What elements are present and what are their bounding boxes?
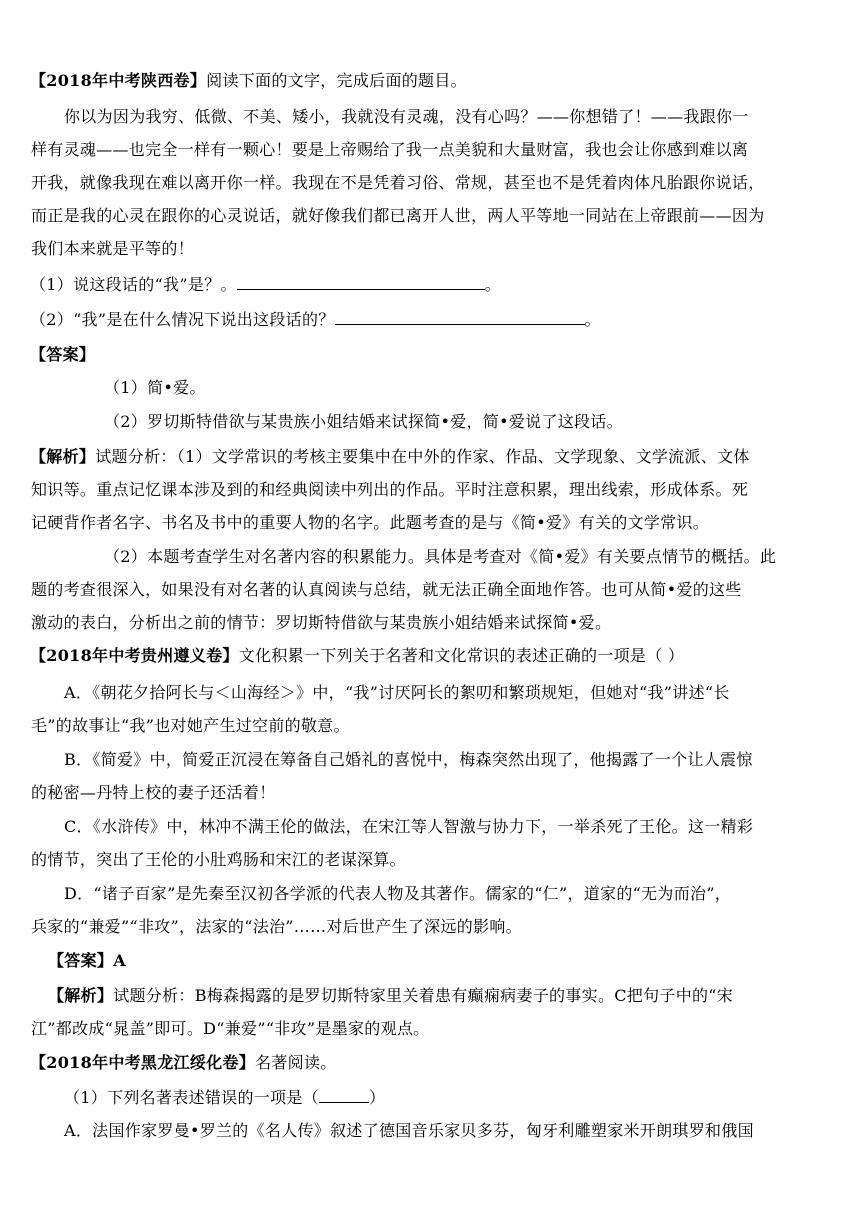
answer-value: A (113, 951, 126, 970)
passage-line: 我们本来就是平等的！ (31, 239, 195, 258)
passage-line: 你以为因为我穷、低微、不美、矮小，我就没有灵魂，没有心吗？——你想错了！——我跟你一 (64, 107, 749, 126)
question-1-heading (0, 71, 860, 91)
option-c-line: 的情节，突出了王伦的小肚鸡肠和宋江的老谋深算。 (31, 850, 406, 869)
answer-line: （1）简•爱。 (104, 378, 206, 397)
source-tag: 【2018年中考黑龙江绥化卷】 (30, 1053, 256, 1072)
option-d-line: 兵家的“兼爱”“非攻”，法家的“法治”……对后世产生了深远的影响。 (31, 917, 522, 936)
punctuation: ） (368, 1088, 386, 1107)
passage-line: 而正是我的心灵在跟你的心灵说话，就好像我们都已离开人世，两人平等地一同站在上帝跟前——因为 (31, 206, 765, 225)
question-3-heading (0, 1053, 860, 1073)
instruction-text: 阅读下面的文字，完成后面的题目。 (206, 71, 467, 90)
sub-question-text: （1）下列名著表述错误的一项是（ (64, 1088, 319, 1107)
analysis-line (0, 986, 860, 1006)
analysis-line: 知识等。重点记忆课本涉及到的和经典阅读中列出的作品。平时注意积累，理出线索，形成体系。死 (31, 480, 749, 499)
answer-blank[interactable] (319, 1087, 369, 1103)
option-d-line: D．“诸子百家”是先秦至汉初各学派的代表人物及其著作。儒家的“仁”，道家的“无为而治”， (64, 884, 732, 903)
answer-line (0, 951, 860, 971)
sub-question-text: （2）“我”是在什么情况下说出这段话的？ (30, 310, 335, 329)
option-c-line: C．《水浒传》中，林冲不满王伦的做法，在宋江等人智激与协力下，一举杀死了王伦。这一精彩 (64, 817, 754, 836)
sub-question-1 (0, 1087, 860, 1108)
option-a-line: A．法国作家罗曼•罗兰的《名人传》叙述了德国音乐家贝多芬，匈牙利雕塑家米开朗琪罗和俄国 (64, 1121, 754, 1140)
analysis-line: 江”都改成“晁盖”即可。D“兼爱”“非攻”是墨家的观点。 (31, 1019, 430, 1038)
analysis-line: 记硬背作者名字、书名及书中的重要人物的名字。此题考查的是与《简•爱》有关的文学常识。 (31, 513, 710, 532)
instruction-text: 名著阅读。 (255, 1053, 337, 1072)
analysis-line: 激动的表白，分析出之前的情节：罗切斯特借欲与某贵族小姐结婚来试探简•爱。 (31, 613, 612, 632)
sub-question-text: （1）说这段话的“我”是？。 (30, 275, 237, 294)
option-a-line: 毛”的故事让“我”也对她产生过空前的敬意。 (31, 716, 350, 735)
source-tag: 【2018年中考贵州遵义卷】 (30, 646, 239, 665)
answer-blank[interactable] (237, 274, 485, 290)
answer-blank[interactable] (335, 309, 585, 325)
answer-label: 【答案】 (48, 951, 114, 970)
option-b-line: B．《简爱》中，简爱正沉浸在筹备自己婚礼的喜悦中，梅森突然出现了，他揭露了一个让人震惊 (64, 750, 753, 769)
analysis-label: 【解析】 (30, 447, 96, 466)
analysis-line: 题的考查很深入，如果没有对名著的认真阅读与总结，就无法正确全面地作答。也可从简•爱的这些 (31, 580, 742, 599)
answer-line: （2）罗切斯特借欲与某贵族小姐结婚来试探简•爱，简•爱说了这段话。 (104, 412, 623, 431)
source-tag: 【2018年中考陕西卷】 (30, 71, 207, 90)
option-b-line: 的秘密—丹特上校的妻子还活着！ (31, 783, 276, 802)
analysis-line (0, 447, 860, 467)
answer-label: 【答案】 (30, 345, 96, 364)
analysis-label: 【解析】 (48, 986, 114, 1005)
question-2-heading (0, 646, 860, 666)
sub-question-1 (0, 274, 860, 295)
sub-question-2 (0, 309, 860, 330)
analysis-text: 试题分析：（1）文学常识的考核主要集中在中外的作家、作品、文学现象、文学流派、文体 (95, 447, 750, 466)
passage-line: 开我，就像我现在难以离开你一样。我现在不是凭着习俗、常规，甚至也不是凭着肉体凡胎跟你说话， (31, 173, 765, 192)
punctuation: 。 (484, 275, 502, 294)
passage-line: 样有灵魂——也完全一样有一颗心！要是上帝赐给了我一点美貌和大量财富，我也会让你感到难以离 (31, 140, 749, 159)
option-a-line: A．《朝花夕拾阿长与＜山海经＞》中，“我”讨厌阿长的絮叨和繁琐规矩，但她对“我”讲述“长 (64, 683, 730, 702)
question-stem: 文化积累一下列关于名著和文化常识的表述正确的一项是（ ） (238, 646, 685, 665)
analysis-text: 试题分析：B梅森揭露的是罗切斯特家里关着患有癫痫病妻子的事实。C把句子中的“宋 (113, 986, 734, 1005)
punctuation: 。 (584, 310, 601, 329)
analysis-line: （2）本题考查学生对名著内容的积累能力。具体是考查对《简•爱》有关要点情节的概括。此 (104, 547, 777, 566)
